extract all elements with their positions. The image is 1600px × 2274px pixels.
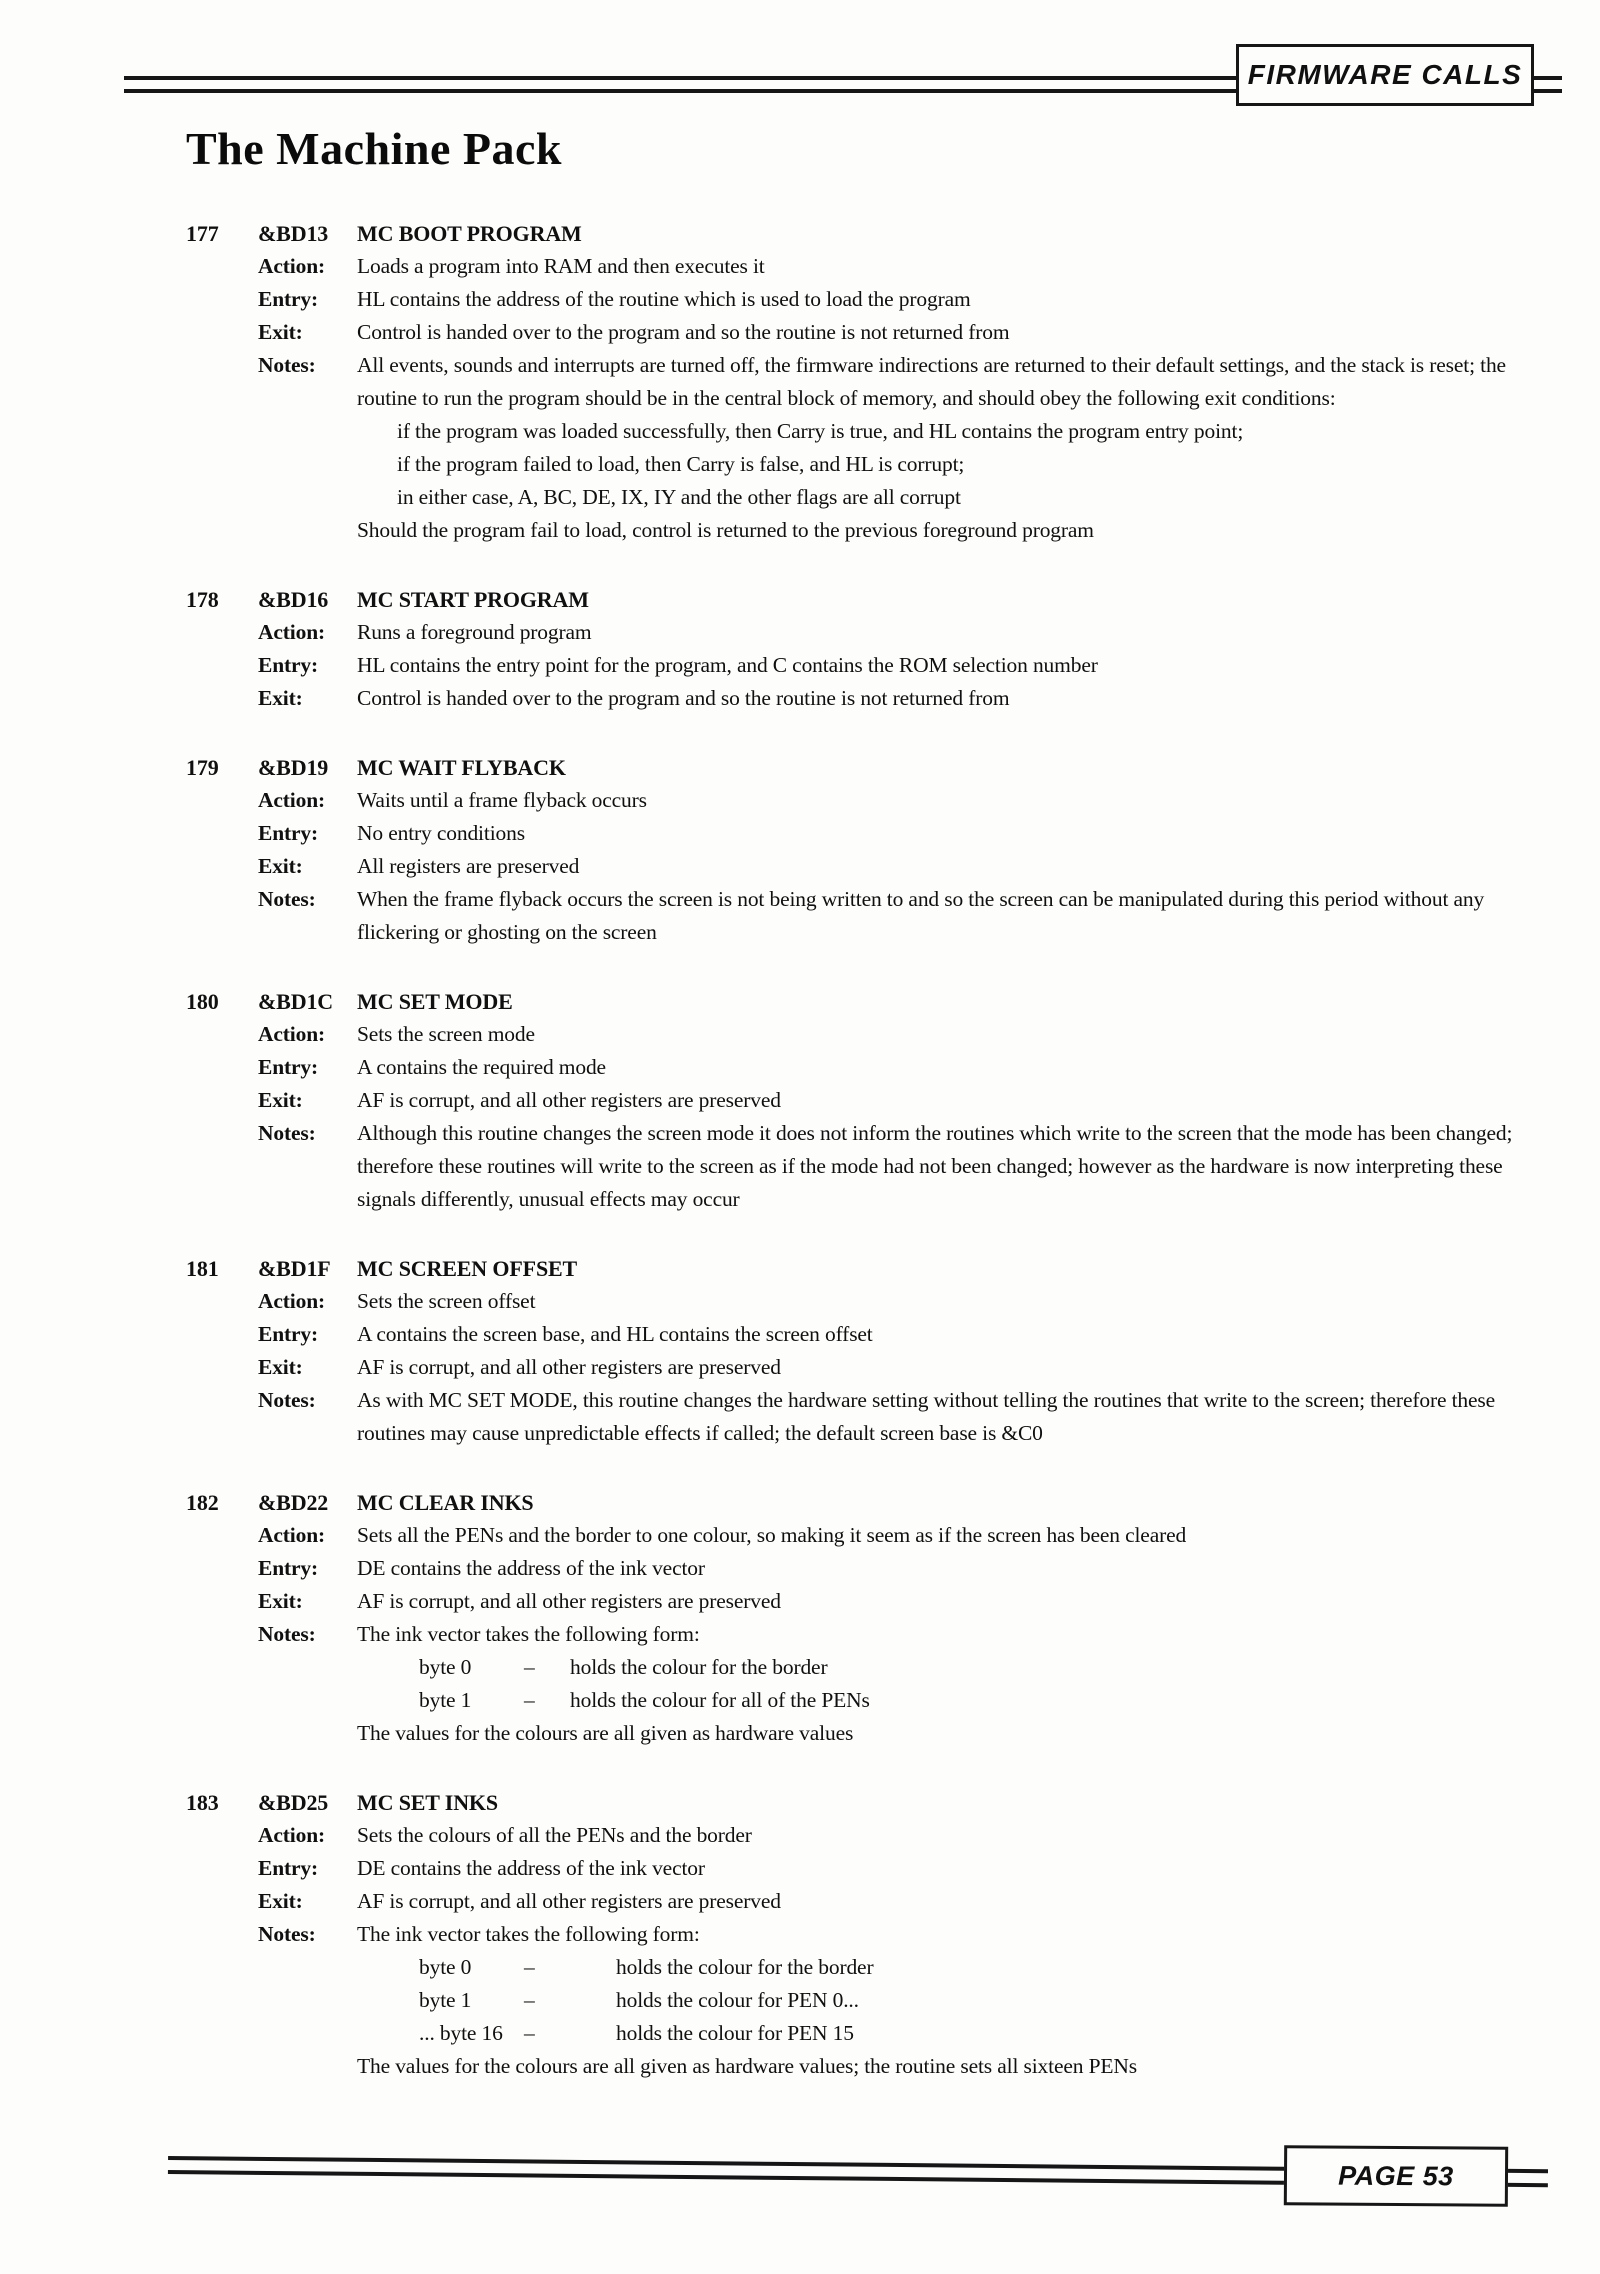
field-label: Entry: [258,1856,319,1880]
field-label: Action: [258,1289,326,1313]
entry-name: MC BOOT PROGRAM [357,221,582,246]
field-content [357,1384,1545,1450]
byte-term: byte 0 [419,1655,472,1679]
note-text: AF is corrupt, and all other registers are preserved [357,1889,781,1913]
entry-address: &BD1F [258,1256,331,1281]
field-content [357,682,1545,715]
entry-number: 181 [186,1256,219,1281]
entry-address: &BD1C [258,989,334,1014]
byte-definition: holds the colour for the border [616,1955,874,1979]
entries [186,217,1545,2083]
entry-heading [186,217,1545,250]
field-label: Exit: [258,854,303,878]
note-text: Waits until a frame flyback occurs [357,788,647,812]
field-row [258,1819,1545,1852]
entry-number: 179 [186,755,219,780]
byte-row [419,1951,1545,1984]
field-row [258,1285,1545,1318]
field-row [258,250,1545,283]
field-row [258,283,1545,316]
field-label: Exit: [258,1088,303,1112]
note-text: When the frame flyback occurs the screen is not being written to and so the screen can be manipulated during this period without any flickering or ghosting on the screen [357,887,1485,944]
field-content [357,349,1545,547]
note-text: The values for the colours are all given as hardware values [357,1721,854,1745]
field-content [357,1552,1545,1585]
firmware-call-entry-177 [186,217,1545,547]
field-row [258,850,1545,883]
firmware-call-entry-180 [186,985,1545,1216]
note-text: DE contains the address of the ink vector [357,1556,705,1580]
field-content [357,616,1545,649]
dash: – [524,1655,535,1679]
field-row [258,1918,1545,2083]
entry-address: &BD13 [258,221,329,246]
field-label: Entry: [258,653,319,677]
field-content [357,316,1545,349]
entry-heading [186,583,1545,616]
field-row [258,1351,1545,1384]
entry-heading [186,1486,1545,1519]
note-text: AF is corrupt, and all other registers are preserved [357,1589,781,1613]
field-content [357,817,1545,850]
note-text: DE contains the address of the ink vector [357,1856,705,1880]
field-content [357,1117,1545,1216]
byte-definition: holds the colour for the border [570,1655,828,1679]
field-content [357,1885,1545,1918]
field-row [258,616,1545,649]
field-label: Notes: [258,1622,316,1646]
note-text: Control is handed over to the program and so the routine is not returned from [357,686,1010,710]
field-row [258,1552,1545,1585]
note-text: A contains the screen base, and HL contains the screen offset [357,1322,873,1346]
field-label: Entry: [258,1055,319,1079]
field-content [357,1318,1545,1351]
entry-name: MC SCREEN OFFSET [357,1256,578,1281]
dash: – [524,2021,535,2045]
field-row [258,817,1545,850]
entry-number: 183 [186,1790,219,1815]
field-label: Exit: [258,686,303,710]
note-text: Sets all the PENs and the border to one colour, so making it seem as if the screen has been cleared [357,1523,1187,1547]
note-text: Should the program fail to load, control is returned to the previous foreground program [357,518,1094,542]
note-text: AF is corrupt, and all other registers are preserved [357,1088,781,1112]
note-text: Sets the screen offset [357,1289,536,1313]
field-label: Exit: [258,320,303,344]
field-row [258,1885,1545,1918]
entry-name: MC SET INKS [357,1790,498,1815]
firmware-call-entry-179 [186,751,1545,949]
entry-heading [186,1252,1545,1285]
field-label: Notes: [258,1121,316,1145]
field-content [357,883,1545,949]
firmware-call-entry-178 [186,583,1545,715]
field-row [258,1117,1545,1216]
entry-heading [186,1786,1545,1819]
field-label: Exit: [258,1355,303,1379]
entry-address: &BD19 [258,755,329,780]
note-subline: if the program failed to load, then Carry is false, and HL is corrupt; [397,452,965,476]
entry-heading [186,751,1545,784]
firmware-call-entry-181 [186,1252,1545,1450]
field-content [357,850,1545,883]
note-text: HL contains the entry point for the program, and C contains the ROM selection number [357,653,1098,677]
field-row [258,1084,1545,1117]
entry-address: &BD16 [258,587,329,612]
note-subline: in either case, A, BC, DE, IX, IY and the other flags are all corrupt [397,485,961,509]
note-text: Runs a foreground program [357,620,592,644]
field-content [357,1618,1545,1750]
field-content [357,1852,1545,1885]
field-content [357,283,1545,316]
dash: – [524,1955,535,1979]
field-label: Action: [258,254,326,278]
entry-heading [186,985,1545,1018]
note-text: The values for the colours are all given as hardware values; the routine sets all sixteen PENs [357,2054,1137,2078]
note-text: All registers are preserved [357,854,580,878]
byte-row [419,1651,1545,1684]
field-row [258,784,1545,817]
field-row [258,1051,1545,1084]
entry-address: &BD22 [258,1490,329,1515]
field-label: Action: [258,1823,326,1847]
field-content [357,1018,1545,1051]
field-row [258,883,1545,949]
field-content [357,1051,1545,1084]
field-label: Notes: [258,887,316,911]
field-label: Action: [258,1523,326,1547]
entry-number: 178 [186,587,219,612]
byte-row [419,1984,1545,2017]
byte-definition: holds the colour for all of the PENs [570,1688,870,1712]
field-label: Exit: [258,1889,303,1913]
field-row [258,349,1545,547]
byte-definition: holds the colour for PEN 15 [616,2021,854,2045]
page-number-box [1284,2145,1508,2207]
byte-term: byte 1 [419,1688,472,1712]
entry-name: MC SET MODE [357,989,513,1014]
note-text: AF is corrupt, and all other registers are preserved [357,1355,781,1379]
field-label: Entry: [258,1556,319,1580]
byte-term: byte 1 [419,1988,472,2012]
note-text: As with MC SET MODE, this routine changes the hardware setting without telling the routines that write to the screen; therefore these routines may cause unpredictable effects if called; the default screen base is &C0 [357,1388,1495,1445]
entry-number: 177 [186,221,219,246]
field-content [357,1351,1545,1384]
field-row [258,649,1545,682]
field-row [258,1018,1545,1051]
field-row [258,1852,1545,1885]
field-label: Notes: [258,1388,316,1412]
field-row [258,1519,1545,1552]
field-content [357,250,1545,283]
field-row [258,1585,1545,1618]
field-label: Action: [258,788,326,812]
note-text: Sets the screen mode [357,1022,535,1046]
field-content [357,1819,1545,1852]
field-label: Notes: [258,353,316,377]
field-row [258,1618,1545,1750]
note-text: Sets the colours of all the PENs and the border [357,1823,752,1847]
field-label: Exit: [258,1589,303,1613]
byte-row [419,1684,1545,1717]
note-text: The ink vector takes the following form: [357,1922,700,1946]
note-text: No entry conditions [357,821,525,845]
page-number-label: PAGE 53 [1338,2160,1454,2191]
field-content [357,784,1545,817]
field-content [357,1084,1545,1117]
field-label: Notes: [258,1922,316,1946]
field-label: Action: [258,1022,326,1046]
field-content [357,1285,1545,1318]
entry-address: &BD25 [258,1790,329,1815]
dash: – [524,1988,535,2012]
note-text: Control is handed over to the program and so the routine is not returned from [357,320,1010,344]
entry-name: MC WAIT FLYBACK [357,755,566,780]
byte-term: ... byte 16 [419,2021,503,2045]
entry-name: MC START PROGRAM [357,587,589,612]
field-row [258,682,1545,715]
field-content [357,1585,1545,1618]
dash: – [524,1688,535,1712]
entry-name: MC CLEAR INKS [357,1490,534,1515]
field-content [357,1918,1545,2083]
field-label: Entry: [258,821,319,845]
header-banner-box [1236,44,1534,106]
firmware-call-entry-182 [186,1486,1545,1750]
byte-definition: holds the colour for PEN 0... [616,1988,859,2012]
note-text: Although this routine changes the screen mode it does not inform the routines which write to the screen that the mode has been changed; therefore these routines will write to the screen as if the mode had not been changed; however as the hardware is now interpreting these signals differently, unusual effects may occur [357,1121,1513,1211]
note-text: A contains the required mode [357,1055,606,1079]
note-text: HL contains the address of the routine which is used to load the program [357,287,971,311]
byte-row [419,2017,1545,2050]
field-content [357,1519,1545,1552]
page-title: The Machine Pack [186,123,562,174]
entry-number: 180 [186,989,219,1014]
field-row [258,1318,1545,1351]
entry-number: 182 [186,1490,219,1515]
note-subline: if the program was loaded successfully, then Carry is true, and HL contains the program entry point; [397,419,1244,443]
note-text: The ink vector takes the following form: [357,1622,700,1646]
field-row [258,316,1545,349]
field-content [357,649,1545,682]
firmware-call-entry-183 [186,1786,1545,2083]
note-text: Loads a program into RAM and then executes it [357,254,765,278]
note-text: All events, sounds and interrupts are turned off, the firmware indirections are returned to their default settings, and the stack is reset; the routine to run the program should be in the central block of memory, and should obey the following exit conditions: [357,353,1506,410]
field-row [258,1384,1545,1450]
byte-term: byte 0 [419,1955,472,1979]
field-label: Action: [258,620,326,644]
header-banner-label: FIRMWARE CALLS [1247,59,1523,90]
field-label: Entry: [258,1322,319,1346]
field-label: Entry: [258,287,319,311]
